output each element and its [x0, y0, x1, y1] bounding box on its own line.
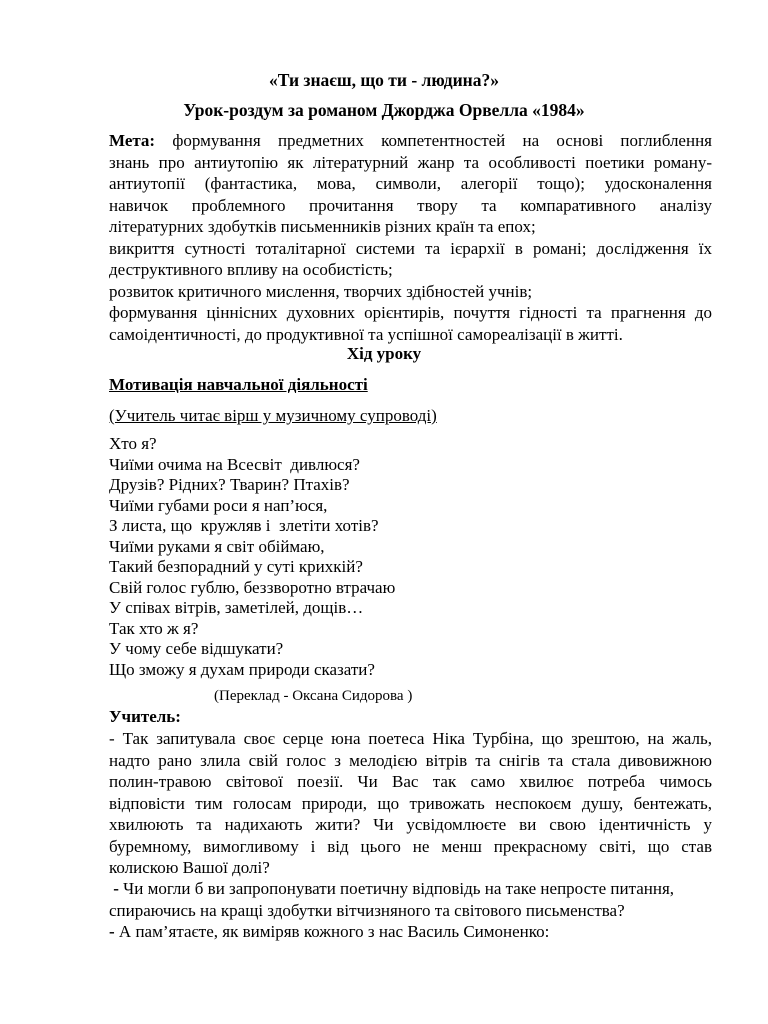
- poem-line: Чиїми очима на Всесвіт дивлюся?: [109, 454, 360, 474]
- goal-line: формування ціннісних духовних орієнтирів, почуття гідності та прагнення до: [109, 303, 712, 322]
- teacher-line: колискою Вашої долі?: [109, 858, 270, 877]
- poem-line: Так хто ж я?: [109, 618, 199, 638]
- goal-line: антиутопії (фантастика, мова, символи, алегорії тощо); удосконалення: [109, 174, 712, 193]
- poem-line: Свій голос гублю, беззворотно втрачаю: [109, 577, 396, 597]
- teacher-reads-note: (Учитель читає вірш у музичному супроводі): [109, 406, 437, 425]
- poem-line: Чиїми губами роси я нап’юся,: [109, 495, 328, 515]
- poem-line: Хто я?: [109, 434, 157, 453]
- teacher-paragraph: [109, 728, 712, 879]
- goal-line: Мета: формування предметних компетентностей на основі поглиблення: [109, 131, 712, 150]
- teacher-line: надто рано злила свій голос з мелодією вітрів та снігів та стала дивовижною: [109, 750, 712, 770]
- closing-line: [109, 921, 712, 943]
- goal-line: навичок проблемного прочитання твору та компаративного аналізу: [109, 195, 712, 215]
- poem-line: Що зможу я духам природи сказати?: [109, 659, 375, 679]
- teacher-line: хвилюють та надихають жити? Чи усвідомлюєте ви свою ідентичність у: [109, 815, 712, 834]
- motivation-heading: Мотивація навчальної діяльності: [109, 375, 368, 394]
- closing-text: А пам’ятаєте, як виміряв кожного з нас Василь Симоненко:: [114, 922, 550, 941]
- poem-line: Чиїми руками я світ обіймаю,: [109, 536, 325, 556]
- teacher-line: полин-травою світової поезії. Чи Вас так само хвилює потреба чимось: [109, 772, 712, 791]
- goal-section: [109, 130, 712, 345]
- goal-line: літературних здобутків письменників різних країн та епох;: [109, 217, 536, 236]
- poem: [109, 434, 395, 680]
- goal-line: викриття сутності тоталітарної системи та ієрархії в романі; дослідження їх: [109, 238, 712, 258]
- goal-line: деструктивного впливу на особистість;: [109, 260, 393, 279]
- poem-line: З листа, що кружляв і злетіти хотів?: [109, 516, 379, 535]
- goal-line: знань про антиутопію як літературний жанр та особливості поетики роману-: [109, 152, 712, 172]
- document-subtitle: Урок-роздум за романом Джорджа Орвелла «1984»: [183, 100, 585, 120]
- poem-line: Такий безпорадний у суті крихкій?: [109, 557, 363, 576]
- poem-line: У чому себе відшукати?: [109, 639, 284, 658]
- teacher-label: Учитель:: [109, 707, 181, 726]
- dash-mark: -: [109, 922, 115, 941]
- dash-mark: -: [109, 879, 119, 898]
- teacher-line: - Так запитувала своє серце юна поетеса Ніка Турбіна, що зрештою, на жаль,: [109, 729, 712, 748]
- goal-line: розвиток критичного мислення, творчих здібностей учнів;: [109, 281, 533, 301]
- poem-line: У співах вітрів, заметілей, дощів…: [109, 598, 364, 617]
- lesson-heading: Хід уроку: [346, 344, 422, 363]
- question-text: Чи могли б ви запропонувати поетичну відповідь на таке непросте питання,: [118, 879, 675, 898]
- teacher-line: відповісти тим голосам природи, що тривожать неспокоєм душу, бентежать,: [109, 793, 712, 813]
- translation-credit: (Переклад - Оксана Сидорова ): [214, 688, 413, 704]
- question-line: спираючись на кращі здобутки вітчизняного та світового письменства?: [109, 900, 625, 920]
- question-paragraph: [109, 878, 712, 943]
- poem-line: Друзів? Рідних? Тварин? Птахів?: [109, 475, 350, 494]
- document-title: «Ти знаєш, що ти - людина?»: [268, 70, 499, 90]
- question-line: [109, 878, 712, 900]
- goal-label: Мета:: [109, 131, 156, 150]
- goal-line: самоідентичності, до продуктивної та успішної самореалізації в житті.: [109, 324, 623, 344]
- teacher-line: буремному, вимогливому і від цього не менш прекрасному світі, що став: [109, 836, 712, 856]
